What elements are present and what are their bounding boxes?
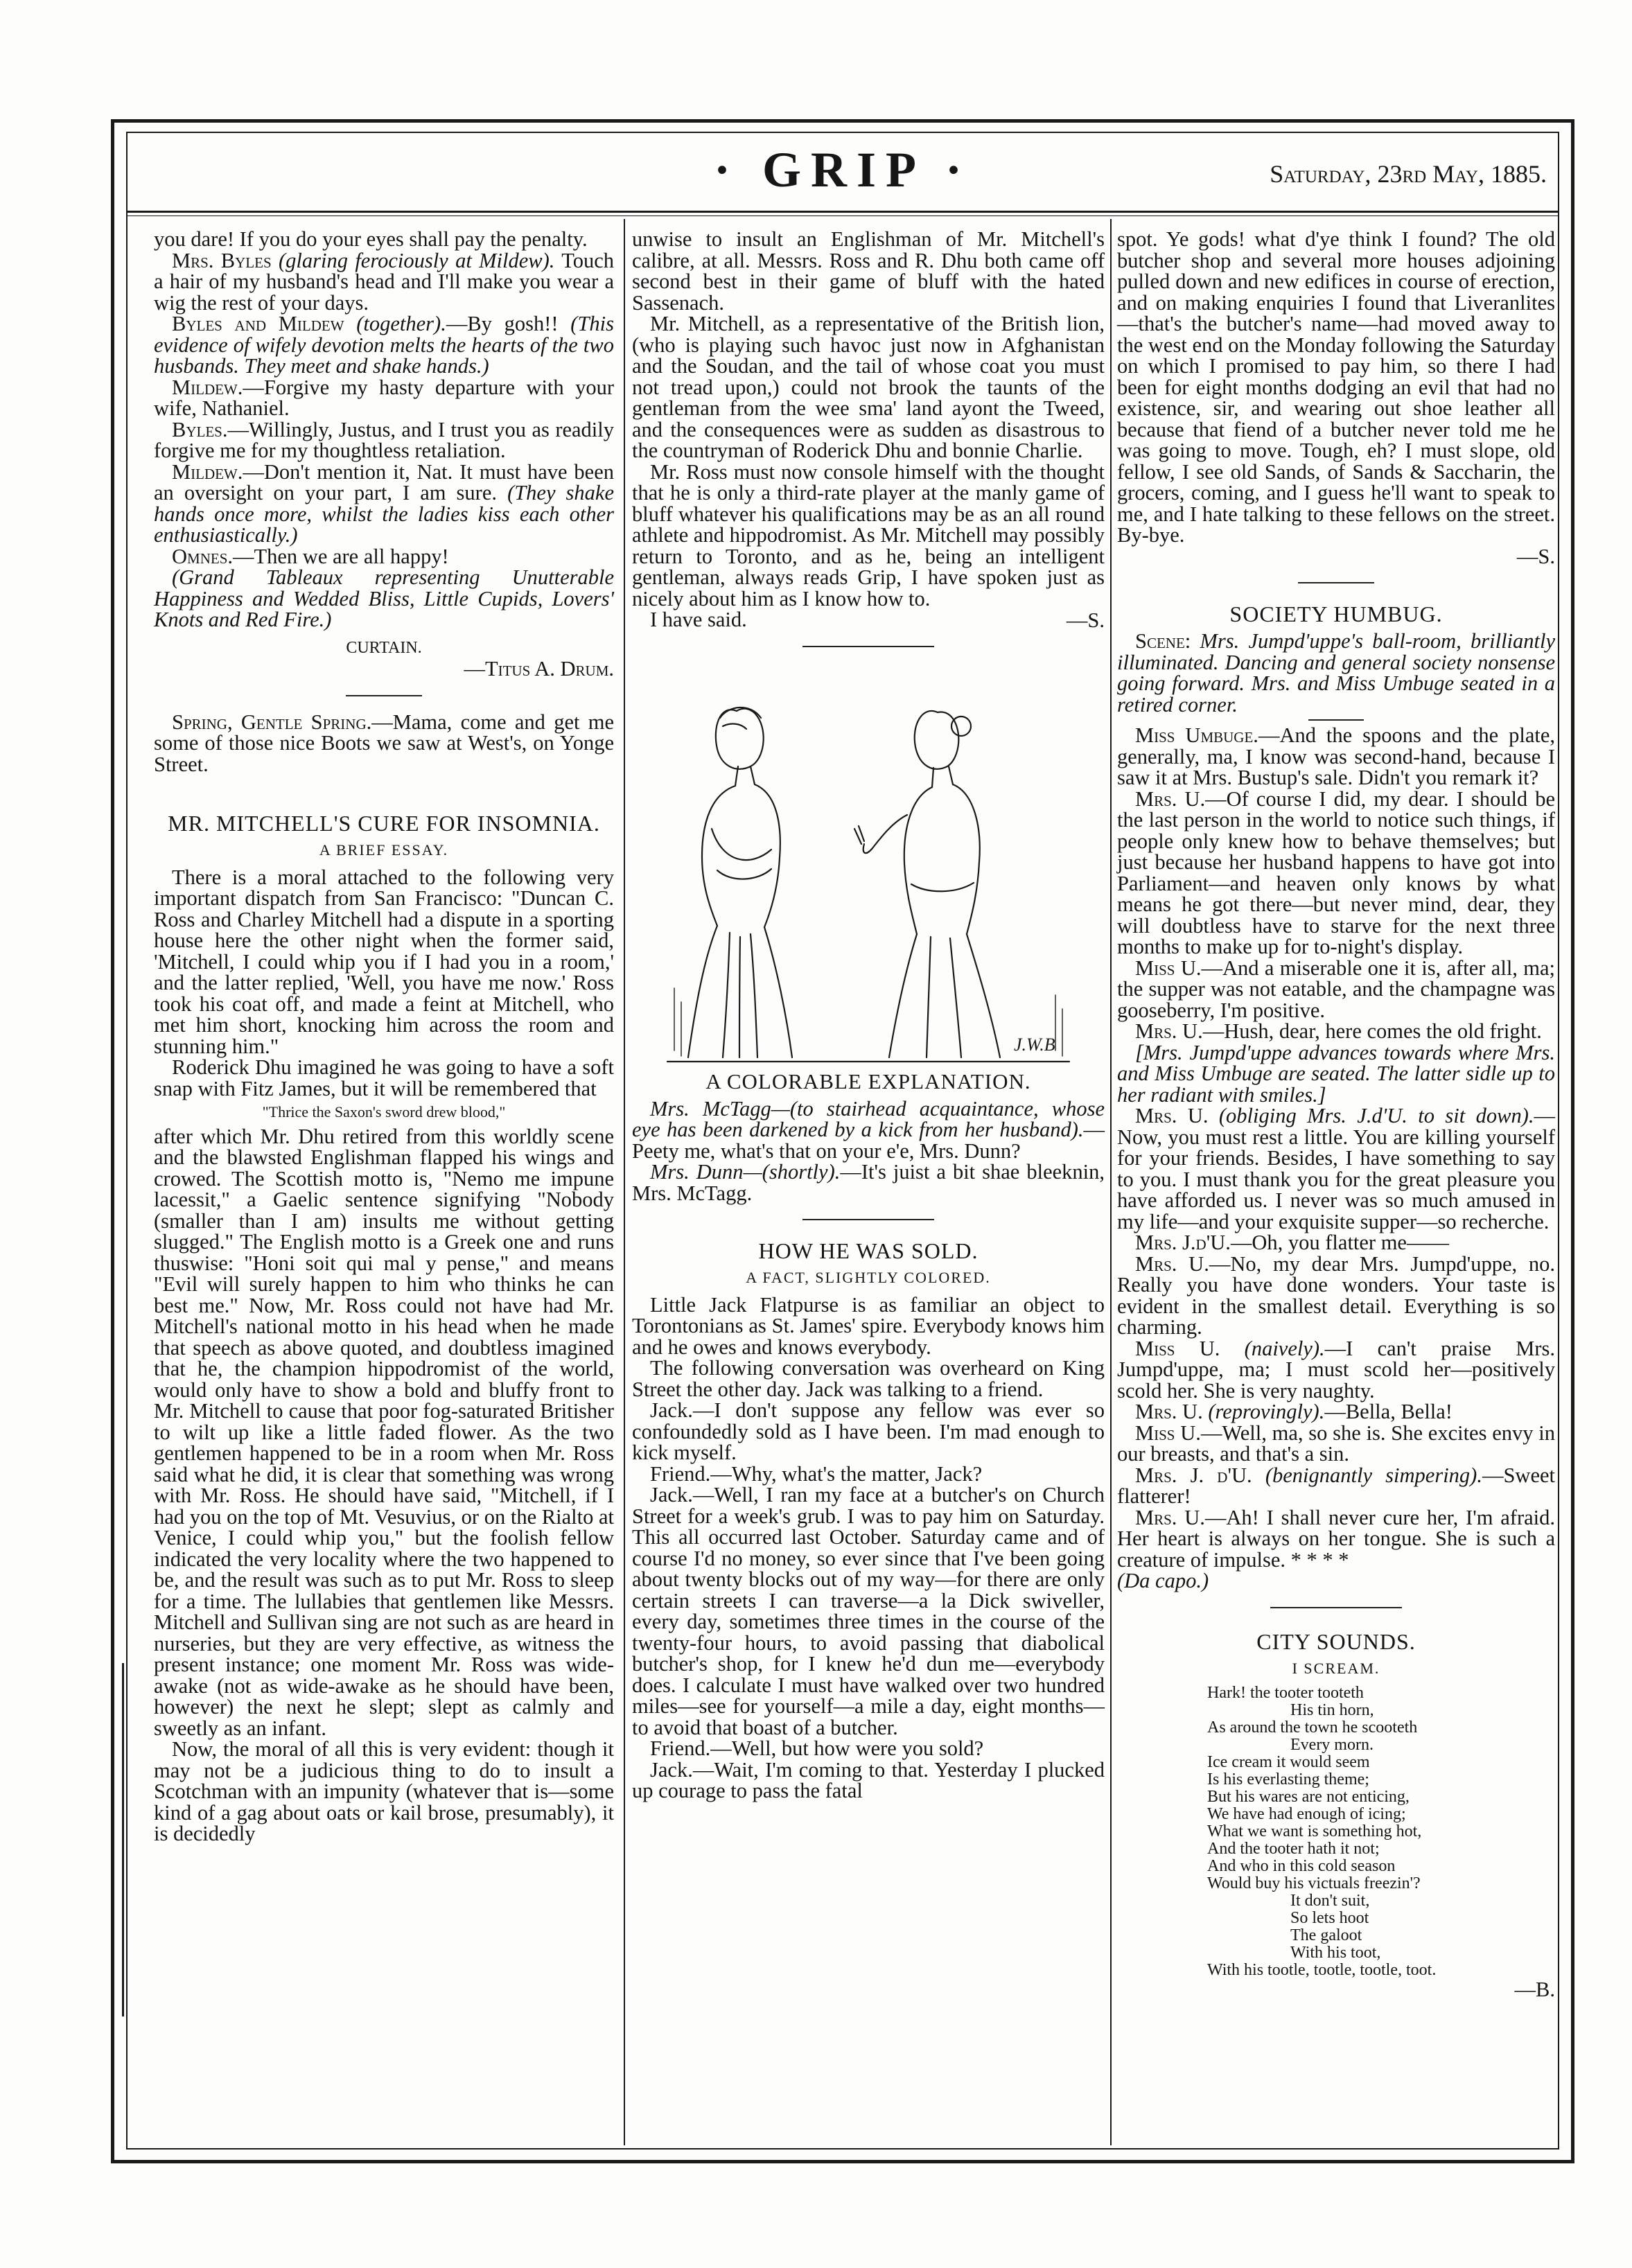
speaker: Miss U. [1135,956,1202,980]
article-subheading: I SCREAM. [1292,1659,1380,1677]
dialogue-text: —Don't mention it, Nat. It must have been an oversight on your part, I am sure. [154,459,614,504]
speaker: Mrs. U. [1135,1505,1205,1529]
signature: —S. [1066,608,1105,632]
dialogue-line [1117,1338,1555,1402]
dialogue-text: —Forgive my hasty departure with your wife, Nathaniel. [154,375,614,420]
paragraph-text: —Mama, come and get me some of those nice Boots we saw at West's, on Yonge Street. [154,710,614,776]
poem-line: With his toot, [1290,1944,1381,1962]
paragraph [154,712,614,775]
stage-direction: (Da capo.) [1117,1569,1209,1592]
poem-line: And who in this cold season [1207,1857,1396,1875]
dialogue-line [154,377,614,419]
dialogue-text: —Bella, Bella! [1324,1400,1453,1423]
column-3 [1117,229,1555,2001]
paragraph: The following conversation was overheard on King Street the other day. Jack was talking to a friend. [632,1356,1105,1401]
dialogue-text: —Hush, dear, here comes the old fright. [1202,1019,1542,1043]
section-divider [802,1219,934,1220]
stage-direction: (They shake hands once more, whilst the ladies kiss each other enthusiastically.) [154,481,615,547]
speaker: Mrs. U. [1135,1104,1209,1127]
masthead [126,136,1559,209]
stage-direction: (benignantly simpering). [1265,1463,1482,1487]
speaker: Mildew. [172,459,243,484]
speaker: Mrs. McTagg [650,1096,771,1120]
quotation: "Thrice the Saxon's sword drew blood," [262,1103,506,1120]
signature: —B. [1514,1978,1555,2001]
speaker: Omnes. [172,544,233,568]
paragraph: Now, the moral of all this is very evident: though it may not be a judicious thing to do to insult a Scotchman with an impunity (whatever that is—some kind of a gag about oats or kail brose, presumably), it is decidedly [154,1737,614,1845]
stage-direction: (This evidence of wifely devotion melts the hearts of the two husbands. They meet and shake hands.) [154,312,615,378]
dialogue-line [154,419,614,461]
dialogue-line [1117,1251,1555,1339]
cartoon-illustration [653,662,1083,1064]
caption-dialogue [632,1161,1105,1204]
column-1 [154,229,614,1845]
poem-line: Ice cream it would seem [1207,1753,1370,1771]
speaker: Mrs. J.d'U. [1135,1231,1231,1254]
article-heading: CITY SOUNDS. [1256,1628,1416,1654]
stage-direction: —(to stairhead acquaintance, whose eye has been darkened by a kick from her husband). [632,1096,1105,1141]
dialogue-line [1117,1423,1555,1465]
paragraph: Friend.—Well, but how were you sold? [650,1737,984,1760]
dialogue-text: —And the spoons and the plate, generally, ma, I know was second-hand, because I saw it at Mrs. Bustup's sale. Didn't you remark it? [1117,723,1555,789]
section-divider [1298,582,1374,583]
dialogue-line [1117,1021,1555,1042]
speaker: Miss U. [1135,1336,1220,1360]
dialogue-line [1117,725,1555,789]
dialogue-text: —I can't praise Mrs. Jumpd'uppe, ma; I must scold her—positively scold her. She is very naughty. [1117,1336,1555,1403]
masthead-title: · GRIP · [713,142,972,197]
poem-line: So lets hoot [1290,1909,1369,1927]
stage-direction: (reprovingly). [1208,1400,1325,1423]
dialogue-text: Touch a hair of my husband's head and I'll make you wear a wig the rest of your days. [154,248,615,315]
dialogue-line [154,546,614,568]
column-rule-1 [624,219,625,2145]
paragraph: Friend.—Why, what's the matter, Jack? [650,1461,983,1486]
poem-line: Hark! the tooter tooteth [1207,1684,1364,1702]
stage-direction: (obliging Mrs. J.d'U. to sit down). [1218,1104,1534,1127]
stage-direction: (glaring ferociously at Mildew). [279,248,555,272]
speaker: Byles and Mildew [172,312,344,335]
speaker: Mrs. U. [1135,1400,1203,1423]
paragraph: spot. Ye gods! what d'ye think I found? The old butcher shop and several more houses adjoining pulled down and new edifices in course of erection, and on making enquiries I found that Liveranlites—that's the butcher's name—had moved away to the west end on the Monday following the Saturday on which I promised to pay him, so there I had been for eight months dodging an evil that had no existence, sir, and wearing out shoe leather all because that fiend of a butcher never told me he was going to move. Tough, eh? I must slope, old fellow, I see old Sands, of Sands & Saccharin, the grocers, coming, and I guess he'll want to speak to me, and I hate talking to these fellows on the street. By-bye. [1117,227,1555,547]
dialogue-line [1117,786,1555,958]
poem [1117,1685,1555,1979]
poem-line: His tin horn, [1290,1701,1374,1719]
margin-bracket [122,1663,134,2016]
stage-direction: (together). [356,312,446,335]
artist-signature: J.W.B [1014,1035,1055,1055]
dialogue-line [1117,1507,1555,1571]
paragraph: Mr. Ross must now console himself with the thought that he is only a third-rate player at the manly game of bluff whatever his qualifications may be as an all round athlete and hippodromist. As Mr. Mitchell may possibly return to Toronto, and as he, being an intelligent gentleman, always reads Grip, I have spoken just as nicely about him as I know how to. [632,459,1105,610]
article-heading: SOCIETY HUMBUG. [1229,601,1443,626]
dialogue-text: —It's juist a bit shae bleeknin, Mrs. McTagg. [632,1160,1105,1205]
speaker: Mrs. U. [1135,1019,1203,1043]
poem-line: We have had enough of icing; [1207,1805,1406,1823]
dialogue-text: —Willingly, Justus, and I trust you as readily forgive me for my thoughtless retaliation. [154,417,614,462]
stage-direction: —(shortly). [743,1160,841,1184]
dialogue-line [154,313,614,377]
column-2 [632,229,1105,1802]
scene-description [1117,631,1555,715]
paragraph: Jack.—I don't suppose any fellow was ever so confoundedly sold as I have been. I'm mad enough to kick myself. [632,1398,1105,1464]
article-subheading: A BRIEF ESSAY. [319,841,449,859]
poem-line: Would buy his victuals freezin'? [1207,1874,1421,1892]
dialogue-text: —Peety me, what's that on your e'e, Mrs. Dunn? [632,1118,1105,1163]
poem-line: And the tooter hath it not; [1207,1840,1380,1858]
scene-text: Mrs. Jumpd'uppe's ball-room, brilliantly illuminated. Dancing and general society nonsense going forward. Mrs. and Miss Umbuge seated in a retired corner. [1117,629,1556,717]
dialogue-text: —Now, you must rest a little. You are killing yourself for your friends. Besides, I have something to say to you. I must thank you for the great pleasure you have afforded us. I never was so much amused in my life—and your exquisite supper—so recherche. [1117,1104,1555,1233]
dialogue-line [1117,1232,1555,1254]
speaker: Mrs. J. d'U. [1135,1463,1252,1487]
paragraph: Little Jack Flatpurse is as familiar an object to Torontonians as St. James' spire. Everybody knows him and he owes and knows everybody. [632,1292,1105,1359]
dialogue-line [1117,958,1555,1021]
paragraph: after which Mr. Dhu retired from this worldly scene and the blawsted Englishman flapped his wings and crowed. The Scottish motto is, "Nemo me impune lacessit," a Gaelic sentence signifying "Nobody (smaller than I am) insults me without getting slugged." The English motto is a Greek one and runs thuswise: "Honi soit qui mal y pense," and means "Evil will surely happen to him who thinks he can best me." Now, Mr. Ross could not have had Mr. Mitchell's national motto in his head when he made that speech as above quoted, and doubtless imagined that he, the champion hippodromist of the world, would only have to show a bold and bluffy front to Mr. Mitchell to cause that poor fog-saturated Britisher to wilt up like a little faded flower. As the two gentlemen happened to be in a room when Mr. Ross said what he did, it is clear that something was wrong with Mr. Ross. He should have said, "Mitchell, if I had you on the top of Mt. Vesuvius, or on the Rialto at Venice, I could whip you," but the foolish fellow indicated the very locality where the two happened to be, and the result was such as to put Mr. Ross to sleep for a time. The lullabies that gentlemen like Messrs. Mitchell and Sullivan sing are not such as are heard in nurseries, but they are very effective, as witness the present instance; one moment Mr. Ross was wide-awake (not as wide-awake as he should have been, however) the next he slept; slept as calmly and sweetly as an infant. [154,1124,614,1740]
column-rule-2 [1110,219,1112,2145]
paragraph: Mr. Mitchell, as a representative of the British lion, (who is playing such havoc just now in Afghanistan and the Soudan, and the tail of whose coat you must not tread upon,) could not brook the taunts of the gentleman from the wee sma' land ayont the Tweed, and the consequences were as sudden as disastrous to the countryman of Roderick Dhu and bonnie Charlie. [632,312,1105,462]
section-divider [346,695,422,696]
dialogue-text: —By gosh!! [446,312,559,335]
poem-line: With his tootle, tootle, tootle, toot. [1207,1961,1437,1979]
caption-dialogue [632,1098,1105,1162]
scene-label: Scene: [1135,629,1191,653]
signature: —Titus A. Drum. [464,657,614,680]
asterisks: * * * * [1290,1547,1349,1572]
signature: —S. [1516,544,1555,568]
paragraph: Roderick Dhu imagined he was going to have a soft snap with Fitz James, but it will be remembered that [154,1055,614,1100]
stage-direction: [Mrs. Jumpd'uppe advances towards where Mrs. and Miss Umbuge are seated. The latter sidle up to her radiant with smiles.] [1117,1040,1555,1107]
masthead-rule [126,211,1559,213]
dialogue-line [1117,1465,1555,1507]
stage-direction: (naively). [1244,1336,1325,1360]
speaker: Mrs. Dunn [650,1160,744,1184]
dialogue-text: —And a miserable one it is, after all, ma; the supper was not eatable, and the champagne was gooseberry, I'm positive. [1117,956,1555,1022]
speaker: Miss U. [1135,1421,1201,1445]
lead-in: Spring, Gentle Spring. [172,710,372,734]
paragraph: I have said. [650,608,747,631]
dialogue-text: —Ah! I shall never cure her, I'm afraid. Her heart is always on her tongue. She is such a creature of impulse. [1117,1505,1555,1572]
dialogue-line [1117,1105,1555,1232]
stage-direction: (Grand Tableaux representing Unutterable Happiness and Wedded Bliss, Little Cupids, Lovers' Knots and Red Fire.) [154,565,614,631]
poem-line: Every morn. [1290,1736,1374,1754]
speaker: Byles. [172,417,228,441]
dialogue-text: —No, my dear Mrs. Jumpd'uppe, no. Really you have done wonders. Your taste is evident in the smallest detail. Everything is so charming. [1117,1251,1555,1339]
speaker: Mrs. U. [1135,1251,1209,1276]
poem-line: As around the town he scooteth [1207,1718,1418,1737]
cartoon-caption: A COLORABLE EXPLANATION. [705,1069,1031,1093]
poem-line: The galoot [1290,1926,1362,1944]
paragraph: unwise to insult an Englishman of Mr. Mitchell's calibre, at all. Messrs. Ross and R. Dhu both came off second best in their game of bluff with the hated Sassenach. [632,227,1105,315]
article-subheading: A FACT, SLIGHTLY COLORED. [746,1269,991,1286]
poem-line: Is his everlasting theme; [1207,1770,1369,1788]
dialogue-text: —Then we are all happy! [233,544,449,568]
dialogue-line [1117,1401,1555,1423]
dialogue-text: —Oh, you flatter me—— [1230,1231,1449,1254]
speaker: Mildew. [172,375,243,399]
curtain-label: CURTAIN. [346,638,422,657]
dialogue-text: —Sweet flatterer! [1117,1463,1556,1508]
paragraph: you dare! If you do your eyes shall pay the penalty. [154,227,588,251]
article-heading: HOW HE WAS SOLD. [758,1238,979,1263]
paragraph: Jack.—Well, I ran my face at a butcher's on Church Street for a week's grub. I was to pay him on Saturday. This all occurred last October. Saturday came and of course I'd no money, so ever since that I've been going about twenty blocks out of my way—for there are only certain streets I can traverse—a la Dick swiveller, every day, sometimes three times in the course of the twenty-four hours, to avoid passing that diabolical butcher's shop, for I knew he'd dun me—everybody does. I calculate I must have walked over two hundred miles—see for yourself—a mile a day, eight months—to avoid that boast of a butcher. [632,1483,1105,1739]
speaker: Mrs. Byles [172,248,272,272]
poem-line: But his wares are not enticing, [1207,1788,1410,1806]
paragraph: There is a moral attached to the following very important dispatch from San Francisco: "Duncan C. Ross and Charley Mitchell had a dispute in a sporting house here the other night when the former said, 'Mitchell, I could whip you if I had you in a room,' and the latter replied, 'Well, you have me now.' Ross took his coat off, and made a feint at Mitchell, who met him short, knocking him across the room and stunning him." [154,865,614,1058]
dialogue-text: —Of course I did, my dear. I should be the last person in the world to notice such things, if people only knew how to behave themselves; but just because her husband happens to have got into Parliament—and heaven only knows by what means he got there—but never mind, dear, they will doubtless have to starve for the next three months to make up for to-night's display. [1117,786,1555,958]
masthead-date: Saturday, 23rd May, 1885. [1270,160,1547,188]
dialogue-text: —Well, ma, so she is. She excites envy in our breasts, and that's a sin. [1117,1421,1556,1466]
dialogue-line [154,250,614,314]
paragraph: Jack.—Wait, I'm coming to that. Yesterday I plucked up courage to pass the fatal [632,1757,1105,1802]
dialogue-line [154,461,614,546]
section-divider [1308,719,1364,721]
section-divider [802,646,934,647]
section-divider [1270,1607,1402,1608]
speaker: Mrs. U. [1135,786,1206,811]
poem-line: It don't suit, [1290,1892,1370,1910]
speaker: Miss Umbuge. [1135,723,1258,747]
poem-line: What we want is something hot, [1207,1822,1422,1840]
article-heading: MR. MITCHELL'S CURE FOR INSOMNIA. [168,811,600,836]
